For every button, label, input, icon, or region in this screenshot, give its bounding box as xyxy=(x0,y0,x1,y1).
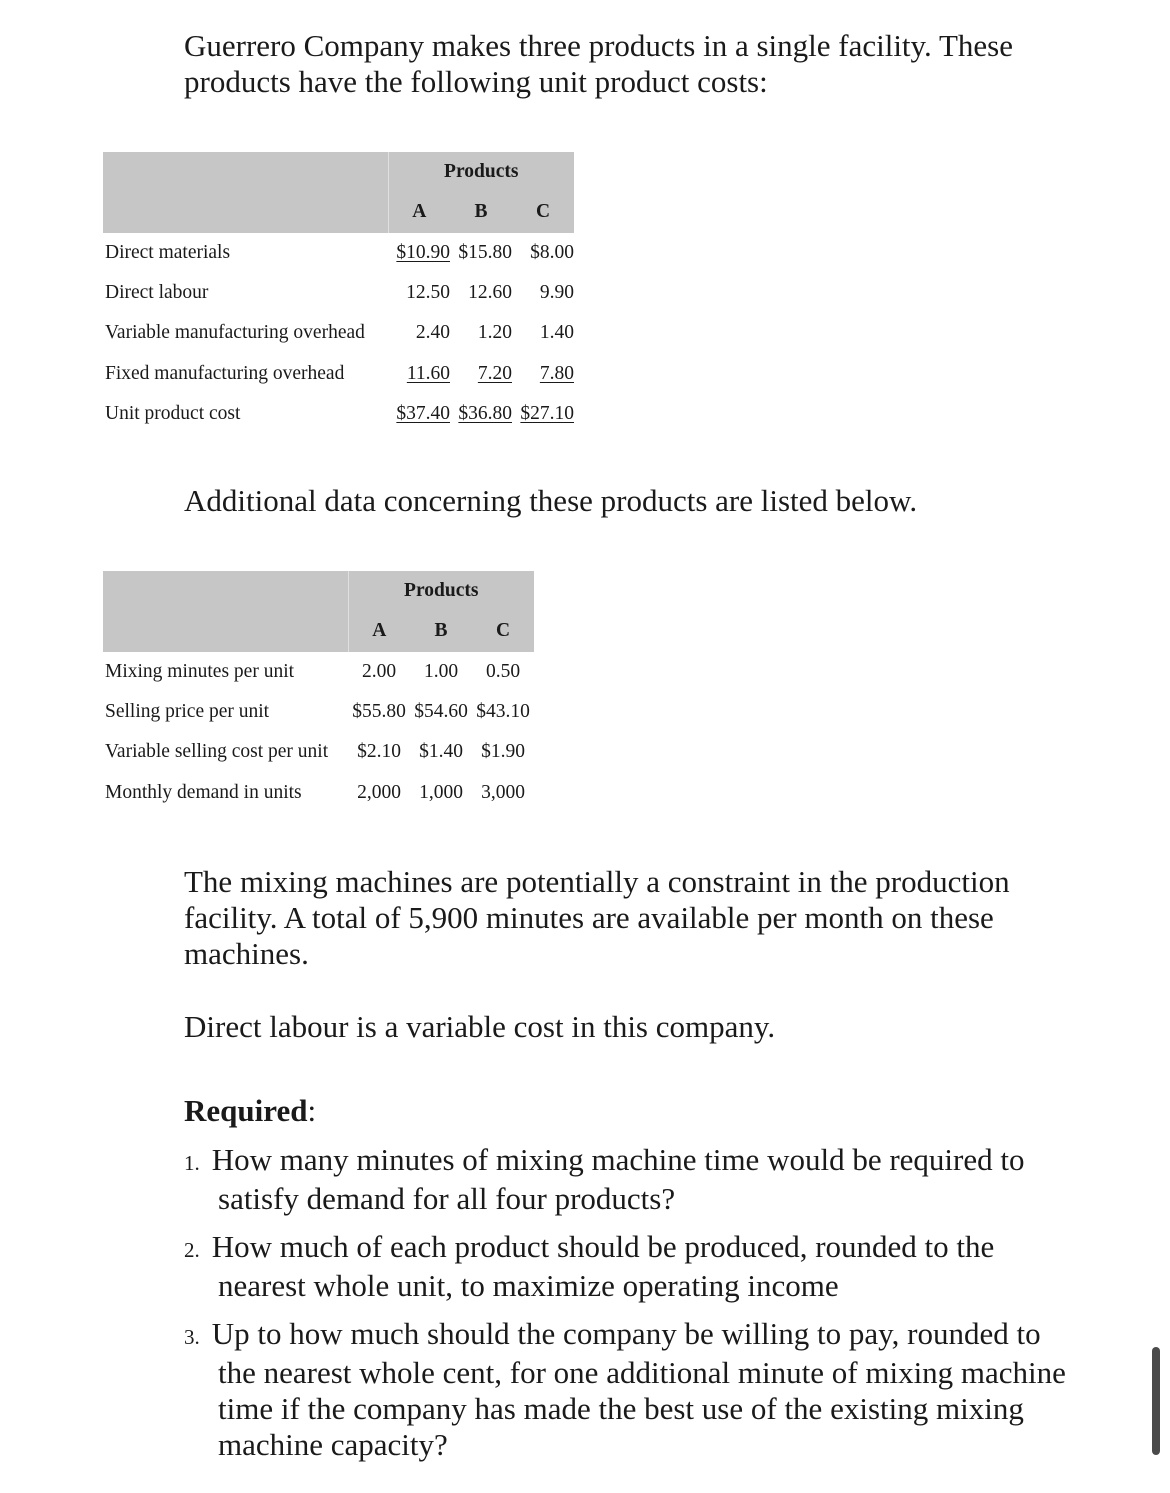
column-a-header: A xyxy=(348,611,410,651)
column-c-header: C xyxy=(472,611,534,651)
cell-value: 11.60 xyxy=(406,362,450,384)
cell-value: $15.80 xyxy=(458,241,512,263)
question-list xyxy=(184,1142,1084,1475)
cell-value: $37.40 xyxy=(396,402,450,424)
cell-value: 9.90 xyxy=(539,282,574,304)
vertical-scrollbar[interactable] xyxy=(1152,1347,1160,1455)
row-label: Variable manufacturing overhead xyxy=(105,322,365,344)
question-text: How many minutes of mixing machine time would be required to satisfy demand for all four products? xyxy=(211,1142,1025,1216)
additional-data-table xyxy=(103,571,534,813)
cell-value: 7.80 xyxy=(539,362,574,384)
cell-value: $2.10 xyxy=(357,741,401,763)
question-text: How much of each product should be produced, rounded to the nearest whole unit, to maximize operating income xyxy=(211,1229,995,1303)
cell-value: $1.40 xyxy=(419,741,463,763)
cell-value: 12.60 xyxy=(468,282,512,304)
table-row xyxy=(103,394,574,434)
products-header: Products xyxy=(388,152,574,192)
cell-value: 12.50 xyxy=(406,282,450,304)
table-row xyxy=(103,652,534,692)
question-number: 3. xyxy=(184,1325,200,1349)
cell-value: 2,000 xyxy=(357,781,401,803)
table-row xyxy=(103,732,534,772)
table-column-row xyxy=(103,611,534,651)
cell-value: $55.80 xyxy=(352,701,406,723)
required-heading xyxy=(184,1093,316,1129)
cell-value: $8.00 xyxy=(530,241,574,263)
list-item xyxy=(184,1316,1084,1463)
table-row xyxy=(103,313,574,353)
cell-value: 1,000 xyxy=(419,781,463,803)
row-label: Mixing minutes per unit xyxy=(105,660,295,682)
cell-value: $27.10 xyxy=(520,402,574,424)
question-number: 1. xyxy=(184,1151,200,1175)
unit-cost-table xyxy=(103,152,574,434)
cell-value: 2.00 xyxy=(361,660,397,682)
table-header-row xyxy=(103,571,534,611)
list-item xyxy=(184,1229,1084,1304)
cell-value: $36.80 xyxy=(458,402,512,424)
labour-note-paragraph: Direct labour is a variable cost in this company. xyxy=(184,1009,776,1044)
column-a-header: A xyxy=(388,192,450,232)
cell-value: 0.50 xyxy=(485,660,521,682)
intro-paragraph: Guerrero Company makes three products in a single facility. These products have the following unit product costs: xyxy=(184,28,1013,99)
question-number: 2. xyxy=(184,1238,200,1262)
column-b-header: B xyxy=(410,611,472,651)
table-row xyxy=(103,772,534,812)
required-colon: : xyxy=(307,1093,317,1128)
table-row xyxy=(103,233,574,273)
cell-value: $10.90 xyxy=(396,241,450,263)
row-label: Variable selling cost per unit xyxy=(105,741,329,763)
row-label: Direct labour xyxy=(105,282,209,304)
row-label: Selling price per unit xyxy=(105,701,270,723)
cell-value: $43.10 xyxy=(476,701,530,723)
question-text: Up to how much should the company be willing to pay, rounded to the nearest whole cent, for one additional minute of mixing machine time if the company has made the best use of the existing mixing machine capacity? xyxy=(211,1316,1066,1462)
column-b-header: B xyxy=(450,192,512,232)
cell-value: 1.00 xyxy=(423,660,459,682)
list-item xyxy=(184,1142,1084,1217)
table-row xyxy=(103,273,574,313)
table-row xyxy=(103,353,574,393)
constraint-paragraph: The mixing machines are potentially a constraint in the production facility. A total of 5,900 minutes are available per month on these machines. xyxy=(184,864,1010,971)
cell-value: 1.40 xyxy=(539,322,574,344)
column-c-header: C xyxy=(512,192,574,232)
table-row xyxy=(103,692,534,732)
cell-value: 3,000 xyxy=(481,781,525,803)
cell-value: $1.90 xyxy=(481,741,525,763)
products-header: Products xyxy=(348,571,534,611)
additional-data-paragraph: Additional data concerning these products are listed below. xyxy=(184,483,918,518)
row-label: Fixed manufacturing overhead xyxy=(105,362,345,384)
table-header-row xyxy=(103,152,574,192)
cell-value: 2.40 xyxy=(415,322,450,344)
cell-value: 7.20 xyxy=(477,362,512,384)
row-label: Direct materials xyxy=(105,241,231,263)
cell-value: 1.20 xyxy=(477,322,512,344)
cell-value: $54.60 xyxy=(414,701,468,723)
required-title: Required xyxy=(184,1093,308,1128)
row-label: Monthly demand in units xyxy=(105,781,302,803)
table-column-row xyxy=(103,192,574,232)
row-label: Unit product cost xyxy=(105,402,241,424)
